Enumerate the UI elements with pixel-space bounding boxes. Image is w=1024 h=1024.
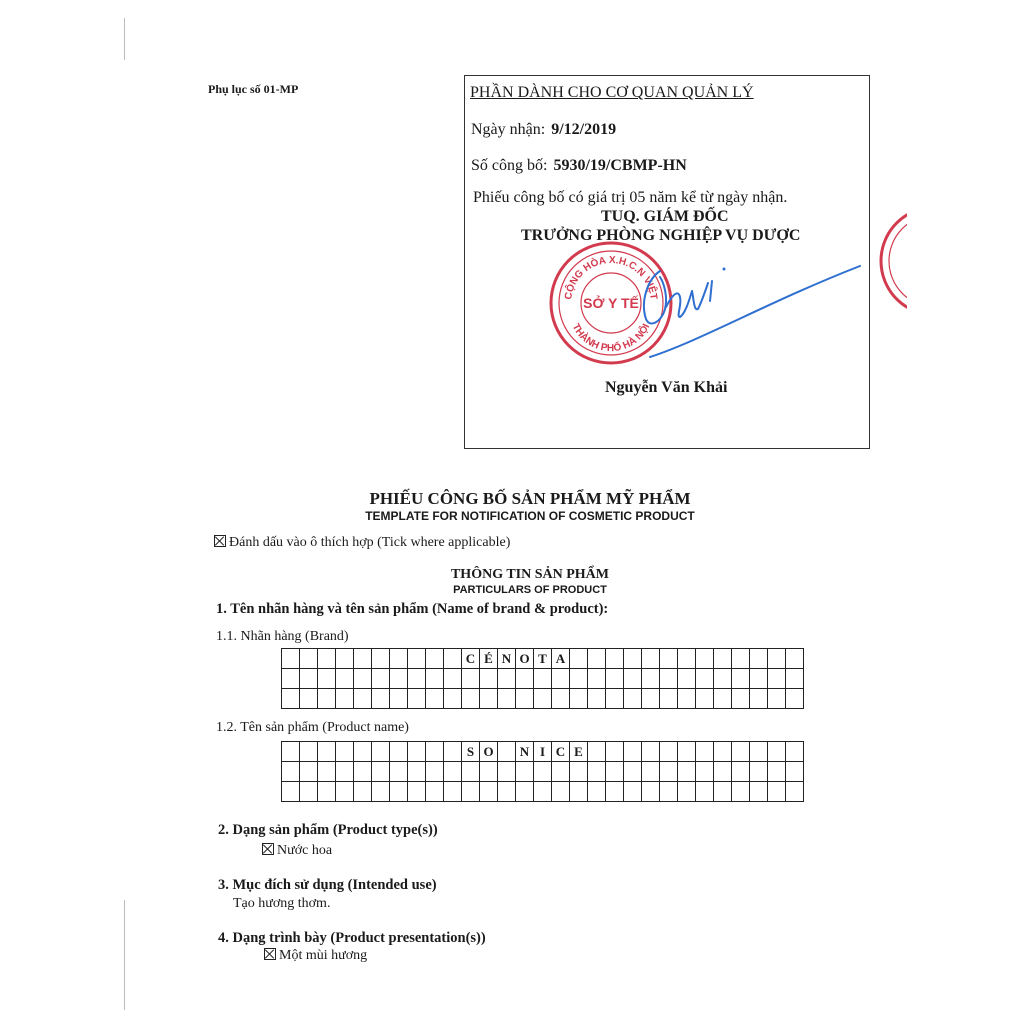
- grid-cell: [300, 742, 318, 762]
- grid-cell: [570, 762, 588, 782]
- grid-cell: [516, 669, 534, 689]
- grid-cell: [588, 782, 606, 802]
- grid-cell: O: [480, 742, 498, 762]
- grid-cell: [516, 689, 534, 709]
- grid-cell: [588, 689, 606, 709]
- grid-cell: C: [552, 742, 570, 762]
- grid-cell: [534, 762, 552, 782]
- grid-cell: [426, 762, 444, 782]
- grid-cell: [336, 669, 354, 689]
- grid-cell: [318, 649, 336, 669]
- form-subtitle: TEMPLATE FOR NOTIFICATION OF COSMETIC PRODUCT: [365, 509, 695, 523]
- grid-cell: [714, 742, 732, 762]
- grid-cell: [714, 782, 732, 802]
- grid-cell: [606, 742, 624, 762]
- question-presentation: 4. Dạng trình bày (Product presentation(s)): [218, 930, 486, 946]
- checked-box-icon: [262, 843, 274, 855]
- grid-cell: [426, 649, 444, 669]
- checked-box-icon: [264, 948, 276, 960]
- grid-cell: [498, 669, 516, 689]
- grid-cell: S: [462, 742, 480, 762]
- grid-cell: [606, 782, 624, 802]
- grid-cell: [750, 649, 768, 669]
- grid-cell: [444, 669, 462, 689]
- grid-cell: [768, 669, 786, 689]
- grid-cell: [534, 689, 552, 709]
- grid-cell: [462, 689, 480, 709]
- grid-cell: [660, 669, 678, 689]
- grid-cell: [480, 669, 498, 689]
- admin-section-title: PHẦN DÀNH CHO CƠ QUAN QUẢN LÝ: [470, 84, 754, 101]
- grid-row: [282, 782, 804, 802]
- product-name-label: 1.2. Tên sản phẩm (Product name): [216, 720, 409, 735]
- notification-number-row: [471, 157, 687, 175]
- grid-cell: [372, 742, 390, 762]
- grid-cell: [768, 742, 786, 762]
- notification-number-label: Số công bố:: [471, 157, 548, 174]
- grid-cell: N: [498, 649, 516, 669]
- product-character-grid: [281, 741, 804, 802]
- question-product-type: 2. Dạng sản phẩm (Product type(s)): [218, 822, 438, 838]
- grid-cell: [408, 742, 426, 762]
- grid-cell: [642, 649, 660, 669]
- grid-cell: [588, 669, 606, 689]
- grid-cell: [390, 782, 408, 802]
- grid-cell: [480, 689, 498, 709]
- grid-cell: [588, 742, 606, 762]
- presentation-text: Một mùi hương: [279, 948, 368, 963]
- grid-cell: [444, 742, 462, 762]
- grid-cell: [786, 669, 804, 689]
- grid-cell: [336, 782, 354, 802]
- grid-cell: [318, 669, 336, 689]
- grid-cell: [426, 689, 444, 709]
- grid-cell: [570, 689, 588, 709]
- grid-cell: [624, 649, 642, 669]
- grid-cell: O: [516, 649, 534, 669]
- grid-cell: [750, 762, 768, 782]
- grid-cell: [534, 669, 552, 689]
- grid-cell: [372, 649, 390, 669]
- grid-cell: [786, 649, 804, 669]
- grid-cell: [390, 649, 408, 669]
- grid-cell: [570, 669, 588, 689]
- grid-cell: [624, 669, 642, 689]
- grid-cell: [768, 649, 786, 669]
- seal-center-text: SỞ Y TẾ: [583, 295, 639, 311]
- handwritten-signature: [620, 261, 865, 371]
- grid-cell: [624, 762, 642, 782]
- grid-cell: [588, 649, 606, 669]
- grid-cell: [372, 782, 390, 802]
- grid-cell: C: [462, 649, 480, 669]
- product-type-answer: [262, 843, 332, 859]
- grid-cell: [408, 762, 426, 782]
- grid-cell: [552, 669, 570, 689]
- grid-cell: A: [552, 649, 570, 669]
- grid-cell: [642, 782, 660, 802]
- grid-cell: [426, 669, 444, 689]
- grid-cell: [588, 762, 606, 782]
- grid-cell: [300, 649, 318, 669]
- grid-cell: [660, 742, 678, 762]
- grid-cell: [282, 762, 300, 782]
- grid-cell: [732, 742, 750, 762]
- grid-cell: [462, 762, 480, 782]
- grid-cell: [408, 689, 426, 709]
- grid-cell: [750, 742, 768, 762]
- received-date-label: Ngày nhận:: [471, 121, 546, 138]
- grid-cell: E: [570, 742, 588, 762]
- grid-cell: [696, 649, 714, 669]
- grid-cell: [660, 782, 678, 802]
- grid-cell: [300, 782, 318, 802]
- grid-cell: I: [534, 742, 552, 762]
- grid-cell: [750, 782, 768, 802]
- grid-cell: [570, 782, 588, 802]
- grid-cell: [372, 762, 390, 782]
- signer-name: Nguyễn Văn Khải: [605, 379, 728, 396]
- tick-instruction-text: Đánh dấu vào ô thích hợp (Tick where applicable): [229, 535, 511, 550]
- grid-cell: [354, 689, 372, 709]
- validity-note: Phiếu công bố có giá trị 05 năm kể từ ngày nhận.: [473, 189, 788, 206]
- grid-cell: [678, 689, 696, 709]
- grid-cell: [732, 669, 750, 689]
- grid-cell: [678, 782, 696, 802]
- signer-department: TRƯỞNG PHÒNG NGHIỆP VỤ DƯỢC: [521, 227, 801, 244]
- grid-cell: [768, 782, 786, 802]
- grid-cell: [390, 742, 408, 762]
- grid-cell: [732, 649, 750, 669]
- brand-label: 1.1. Nhãn hàng (Brand): [216, 629, 349, 644]
- grid-cell: [606, 762, 624, 782]
- grid-cell: [336, 742, 354, 762]
- grid-cell: [570, 649, 588, 669]
- seal-bottom-text: THÀNH PHỐ HÀ NỘI: [569, 322, 653, 355]
- grid-cell: [750, 689, 768, 709]
- grid-cell: [300, 669, 318, 689]
- grid-cell: [336, 649, 354, 669]
- grid-cell: [516, 782, 534, 802]
- form-title: PHIẾU CÔNG BỐ SẢN PHẨM MỸ PHẨM: [369, 489, 691, 508]
- grid-cell: [696, 689, 714, 709]
- grid-cell: [660, 649, 678, 669]
- grid-cell: [444, 782, 462, 802]
- grid-cell: [354, 669, 372, 689]
- question-intended-use: 3. Mục đích sử dụng (Intended use): [218, 877, 437, 893]
- grid-cell: [732, 762, 750, 782]
- grid-cell: [390, 689, 408, 709]
- product-type-text: Nước hoa: [277, 843, 333, 858]
- grid-cell: [282, 782, 300, 802]
- grid-cell: [696, 762, 714, 782]
- margin-mark-top: [124, 18, 125, 60]
- grid-cell: [642, 689, 660, 709]
- grid-cell: [408, 669, 426, 689]
- grid-cell: [480, 782, 498, 802]
- grid-row: [282, 689, 804, 709]
- grid-cell: [696, 669, 714, 689]
- question-brand-product: 1. Tên nhãn hàng và tên sản phẩm (Name of brand & product):: [216, 601, 609, 617]
- grid-cell: [372, 689, 390, 709]
- grid-cell: [750, 669, 768, 689]
- grid-cell: [498, 689, 516, 709]
- appendix-label: Phụ lục số 01-MP: [208, 82, 299, 96]
- tick-instruction: [214, 535, 510, 551]
- grid-cell: [300, 762, 318, 782]
- grid-cell: [282, 689, 300, 709]
- received-date-value: 9/12/2019: [551, 121, 617, 138]
- grid-cell: [354, 649, 372, 669]
- grid-cell: [534, 782, 552, 802]
- grid-cell: [426, 782, 444, 802]
- grid-cell: [318, 689, 336, 709]
- grid-cell: [336, 689, 354, 709]
- grid-cell: [354, 782, 372, 802]
- received-date-row: [471, 121, 616, 139]
- grid-row: [282, 669, 804, 689]
- grid-cell: [498, 782, 516, 802]
- grid-row: [282, 649, 804, 669]
- grid-cell: [480, 762, 498, 782]
- intended-use-answer: Tạo hương thơm.: [233, 896, 331, 911]
- grid-cell: N: [516, 742, 534, 762]
- grid-cell: [390, 762, 408, 782]
- grid-cell: [426, 742, 444, 762]
- grid-cell: [624, 689, 642, 709]
- grid-cell: [462, 669, 480, 689]
- grid-cell: [444, 649, 462, 669]
- grid-cell: [498, 762, 516, 782]
- grid-cell: [282, 649, 300, 669]
- grid-cell: [516, 762, 534, 782]
- grid-cell: É: [480, 649, 498, 669]
- grid-cell: [390, 669, 408, 689]
- section-subtitle: PARTICULARS OF PRODUCT: [453, 584, 607, 596]
- grid-cell: [606, 649, 624, 669]
- admin-section-box: [464, 75, 870, 449]
- grid-cell: [300, 689, 318, 709]
- grid-cell: [786, 782, 804, 802]
- grid-cell: [372, 669, 390, 689]
- grid-cell: [678, 742, 696, 762]
- grid-cell: [696, 742, 714, 762]
- grid-cell: [336, 762, 354, 782]
- grid-cell: [696, 782, 714, 802]
- notification-number-value: 5930/19/CBMP-HN: [553, 157, 687, 174]
- grid-cell: [444, 762, 462, 782]
- grid-cell: [678, 762, 696, 782]
- grid-row: [282, 742, 804, 762]
- grid-cell: [768, 689, 786, 709]
- grid-cell: [642, 762, 660, 782]
- section-title: THÔNG TIN SẢN PHẨM: [450, 567, 610, 582]
- grid-cell: T: [534, 649, 552, 669]
- grid-cell: [282, 742, 300, 762]
- grid-cell: [318, 782, 336, 802]
- grid-cell: [768, 762, 786, 782]
- grid-cell: [408, 649, 426, 669]
- grid-cell: [552, 762, 570, 782]
- margin-mark-bottom: [124, 900, 125, 1010]
- grid-cell: [606, 689, 624, 709]
- grid-cell: [624, 742, 642, 762]
- grid-cell: [318, 742, 336, 762]
- grid-cell: [714, 762, 732, 782]
- grid-cell: [624, 782, 642, 802]
- grid-cell: [552, 689, 570, 709]
- partial-seal-stamp: [873, 205, 907, 317]
- grid-cell: [282, 669, 300, 689]
- grid-cell: [444, 689, 462, 709]
- grid-cell: [552, 782, 570, 802]
- grid-cell: [714, 669, 732, 689]
- brand-character-grid: [281, 648, 804, 709]
- grid-cell: [732, 689, 750, 709]
- grid-cell: [786, 762, 804, 782]
- grid-cell: [462, 782, 480, 802]
- grid-cell: [714, 649, 732, 669]
- grid-cell: [786, 689, 804, 709]
- grid-cell: [318, 762, 336, 782]
- grid-cell: [408, 782, 426, 802]
- checked-box-icon: [214, 535, 226, 547]
- grid-cell: [354, 742, 372, 762]
- grid-cell: [678, 669, 696, 689]
- grid-cell: [642, 742, 660, 762]
- grid-cell: [354, 762, 372, 782]
- presentation-answer: [264, 948, 367, 964]
- grid-cell: [678, 649, 696, 669]
- signer-title: TUQ. GIÁM ĐỐC: [601, 208, 729, 225]
- grid-cell: [660, 689, 678, 709]
- grid-row: [282, 762, 804, 782]
- grid-cell: [786, 742, 804, 762]
- grid-cell: [606, 669, 624, 689]
- grid-cell: [660, 762, 678, 782]
- grid-cell: [732, 782, 750, 802]
- grid-cell: [498, 742, 516, 762]
- grid-cell: [714, 689, 732, 709]
- grid-cell: [642, 669, 660, 689]
- seal-top-text: CỘNG HÒA X.H.C.N VIỆT: [563, 254, 659, 301]
